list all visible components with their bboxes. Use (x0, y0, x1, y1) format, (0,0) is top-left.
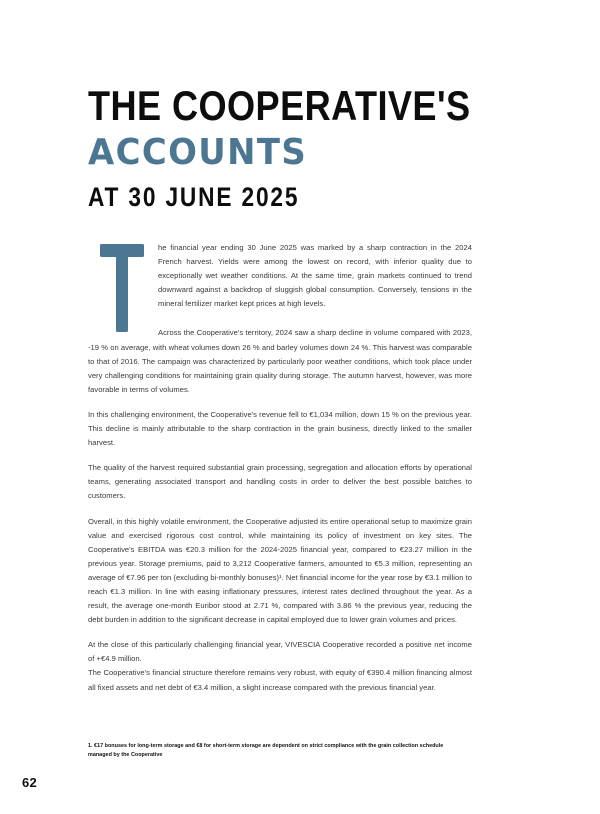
paragraph-3: In this challenging environment, the Cooperative's revenue fell to €1,034 million, down 15 % on the previous year. This decline is mainly attributable to the sharp contraction in the grain business, directly linked to the smaller harvest. (88, 409, 472, 448)
page-title-accent: ACCOUNTS (88, 132, 308, 173)
article-body (88, 241, 472, 706)
paragraph-6: At the close of this particularly challenging financial year, VIVESCIA Cooperative recorded a positive net income of +€4.9 million. (88, 640, 472, 664)
footnote: 1. €17 bonuses for long-term storage and €8 for short-term storage are dependent on strict compliance with the grain collection schedule managed by the Cooperative (88, 743, 444, 758)
paragraph-5: Overall, in this highly volatile environment, the Cooperative adjusted its entire operational setup to maximize grain value and exercised rigorous cost control, while maintaining its policy of investment on key sites. The Cooperative's EBITDA was €20.3 million for the 2024-2025 financial year, compared to €23.27 million in the previous year. Storage premiums, paid to 3,212 Cooperative farmers, amounted to €5.3 million, representing an average of €7.96 per ton (excluding bi-monthly bonuses)¹. Net financial income for the year rose by €3.1 million to reach €1.3 million. In line with easing inflationary pressures, interest rates declined throughout the year. As a result, the average one-month Euribor stood at 2.71 %, compared with 3.86 % the previous year, reducing the debt burden in addition to the significant decrease in capital employed due to lower grain volumes and prices. (88, 516, 472, 625)
paragraph-7: The Cooperative's financial structure therefore remains very robust, with equity of €390.4 million financing almost all fixed assets and net debt of €3.4 million, a slight increase compared with the previous financial year. (88, 668, 472, 692)
page-title-subtitle: AT 30 JUNE 2025 (88, 182, 300, 212)
paragraph-2: Across the Cooperative's territory, 2024 saw a sharp decline in volume compared with 2023, -19 % on average, with wheat volumes down 26 % and barley volumes down 24 %. This harvest was comparable to that of 2016. The campaign was characterized by particularly poor weather conditions, which took place under very challenging conditions for maintaining grain quality during storage. The autumn harvest, however, was more favorable in terms of volumes. (88, 328, 472, 394)
page-number: 62 (22, 775, 38, 790)
paragraph-4: The quality of the harvest required substantial grain processing, segregation and allocation efforts by operational teams, generating associated transport and handling costs in order to deliver the best possible batches to customers. (88, 463, 472, 501)
page-title-primary: THE COOPERATIVE'S (88, 82, 471, 129)
drop-cap-letter (100, 244, 144, 332)
paragraph-1: he financial year ending 30 June 2025 was marked by a sharp contraction in the 2024 French harvest. Yields were among the lowest on record, with inferior quality due to exceptionally wet weather conditions. At the same time, grain markets continued to trend downward against a backdrop of sluggish global consumption. Conversely, tensions in the mineral fertilizer market kept prices at high levels. (158, 243, 472, 309)
page-title-block (88, 84, 478, 212)
